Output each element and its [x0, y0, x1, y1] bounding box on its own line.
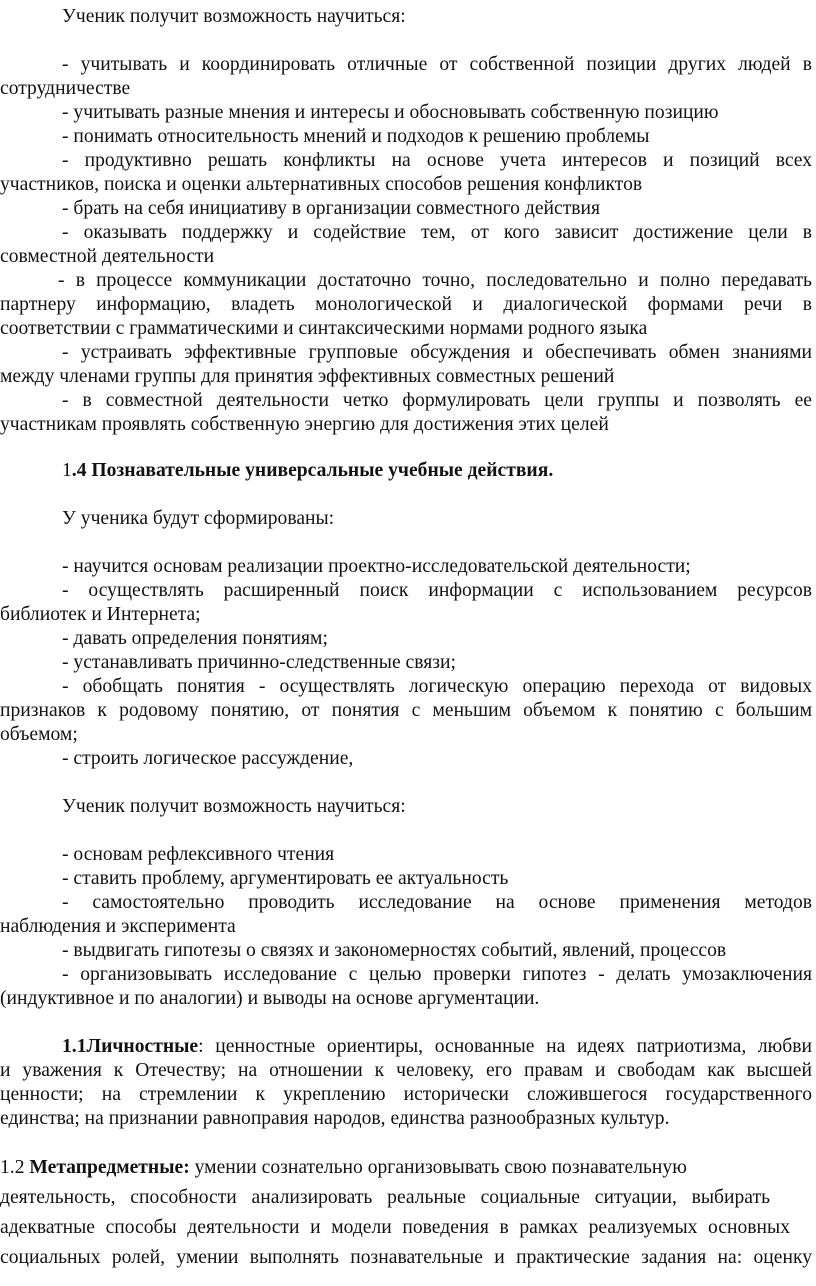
paragraph-line: деятельность, способности анализировать реальные социальные ситуации, выбирать: [0, 1187, 770, 1208]
section-title: [62, 459, 553, 483]
list-item-continuation: участникам проявлять собственную энергию для достижения этих целей: [0, 414, 609, 435]
list-item: - выдвигать гипотезы о связях и закономерностях событий, явлений, процессов: [62, 940, 727, 961]
list-item: - организовывать исследование с целью проверки гипотез - делать умозаключения: [62, 964, 812, 985]
list-item: - учитывать разные мнения и интересы и обосновывать собственную позицию: [62, 102, 719, 123]
section-number: 1: [62, 460, 72, 481]
list-item-continuation: признаков к родовому понятию, от понятия с меньшим объемом к понятию с большим: [0, 700, 812, 721]
list-item-continuation: между членами группы для принятия эффективных совместных решений: [0, 366, 615, 387]
list-item: - ставить проблему, аргументировать ее актуальность: [62, 868, 509, 889]
list-item-continuation: совместной деятельности: [0, 246, 215, 267]
list-item-continuation: объемом;: [0, 724, 78, 745]
paragraph-line: адекватные способы деятельности и модели поведения в рамках реализуемых основных: [0, 1217, 790, 1238]
list-item: - самостоятельно проводить исследование на основе применения методов: [62, 892, 812, 913]
paragraph-line: социальных ролей, умении выполнять познавательные и практические задания на: оценку: [0, 1247, 812, 1268]
paragraph-line: единства; на признании равноправия народов, единства разнообразных культур.: [0, 1108, 670, 1129]
list-item: - в совместной деятельности четко формулировать цели группы и позволять ее: [62, 390, 812, 411]
list-item: - в процессе коммуникации достаточно точно, последовательно и полно передавать: [58, 270, 812, 291]
list-item: - обобщать понятия - осуществлять логическую операцию перехода от видовых: [62, 676, 812, 697]
list-item: - строить логическое рассуждение,: [62, 748, 354, 769]
list-item-continuation: библиотек и Интернета;: [0, 604, 201, 625]
paragraph-line: и уважения к Отечеству; на отношении к человеку, его правам и свободам как высшей: [0, 1060, 812, 1081]
list-item: - продуктивно решать конфликты на основе учета интересов и позиций всех: [62, 150, 812, 171]
list-item: - научится основам реализации проектно-исследовательской деятельности;: [62, 556, 691, 577]
list-item: - осуществлять расширенный поиск информации с использованием ресурсов: [62, 580, 812, 601]
paragraph-line: ценности; на стремлении к укреплению исторически сложившегося государственного: [0, 1084, 812, 1105]
list-item-continuation: (индуктивное и по аналогии) и выводы на основе аргументации.: [0, 988, 540, 1009]
section-heading: Ученик получит возможность научиться:: [62, 6, 406, 27]
section-label: Метапредметные:: [29, 1157, 190, 1178]
list-item-continuation: участников, поиска и оценки альтернативных способов решения конфликтов: [0, 174, 643, 195]
list-item: - давать определения понятиям;: [62, 628, 328, 649]
section-title-text: .4 Познавательные универсальные учебные действия.: [71, 460, 554, 481]
list-item: - понимать относительность мнений и подходов к решению проблемы: [62, 126, 650, 147]
section-label: 1.1Личностные: [62, 1036, 199, 1057]
list-item: - устраивать эффективные групповые обсуждения и обеспечивать обмен знаниями: [62, 342, 812, 363]
list-item-continuation: партнеру информацию, владеть монологической и диалогической формами речи в: [0, 294, 812, 315]
list-item-continuation: наблюдения и эксперимента: [0, 916, 236, 937]
list-item: - оказывать поддержку и содействие тем, от кого зависит достижение цели в: [62, 222, 812, 243]
paragraph-line: 1.2 Метапредметные: умении сознательно организовывать свою познавательную: [0, 1157, 687, 1178]
list-item-continuation: сотрудничестве: [0, 78, 131, 99]
section-heading: Ученик получит возможность научиться:: [62, 796, 406, 817]
section-intro: У ученика будут сформированы:: [62, 508, 335, 529]
list-item: - брать на себя инициативу в организации совместного действия: [62, 198, 601, 219]
list-item: - учитывать и координировать отличные от собственной позиции других людей в: [62, 54, 812, 75]
paragraph-line: 1.1Личностные: ценностные ориентиры, основанные на идеях патриотизма, любви: [62, 1036, 812, 1057]
list-item: - основам рефлексивного чтения: [62, 844, 335, 865]
list-item-continuation: соответствии с грамматическими и синтаксическими нормами родного языка: [0, 318, 648, 339]
section-number: 1.2: [0, 1157, 30, 1178]
list-item: - устанавливать причинно-следственные связи;: [62, 652, 456, 673]
